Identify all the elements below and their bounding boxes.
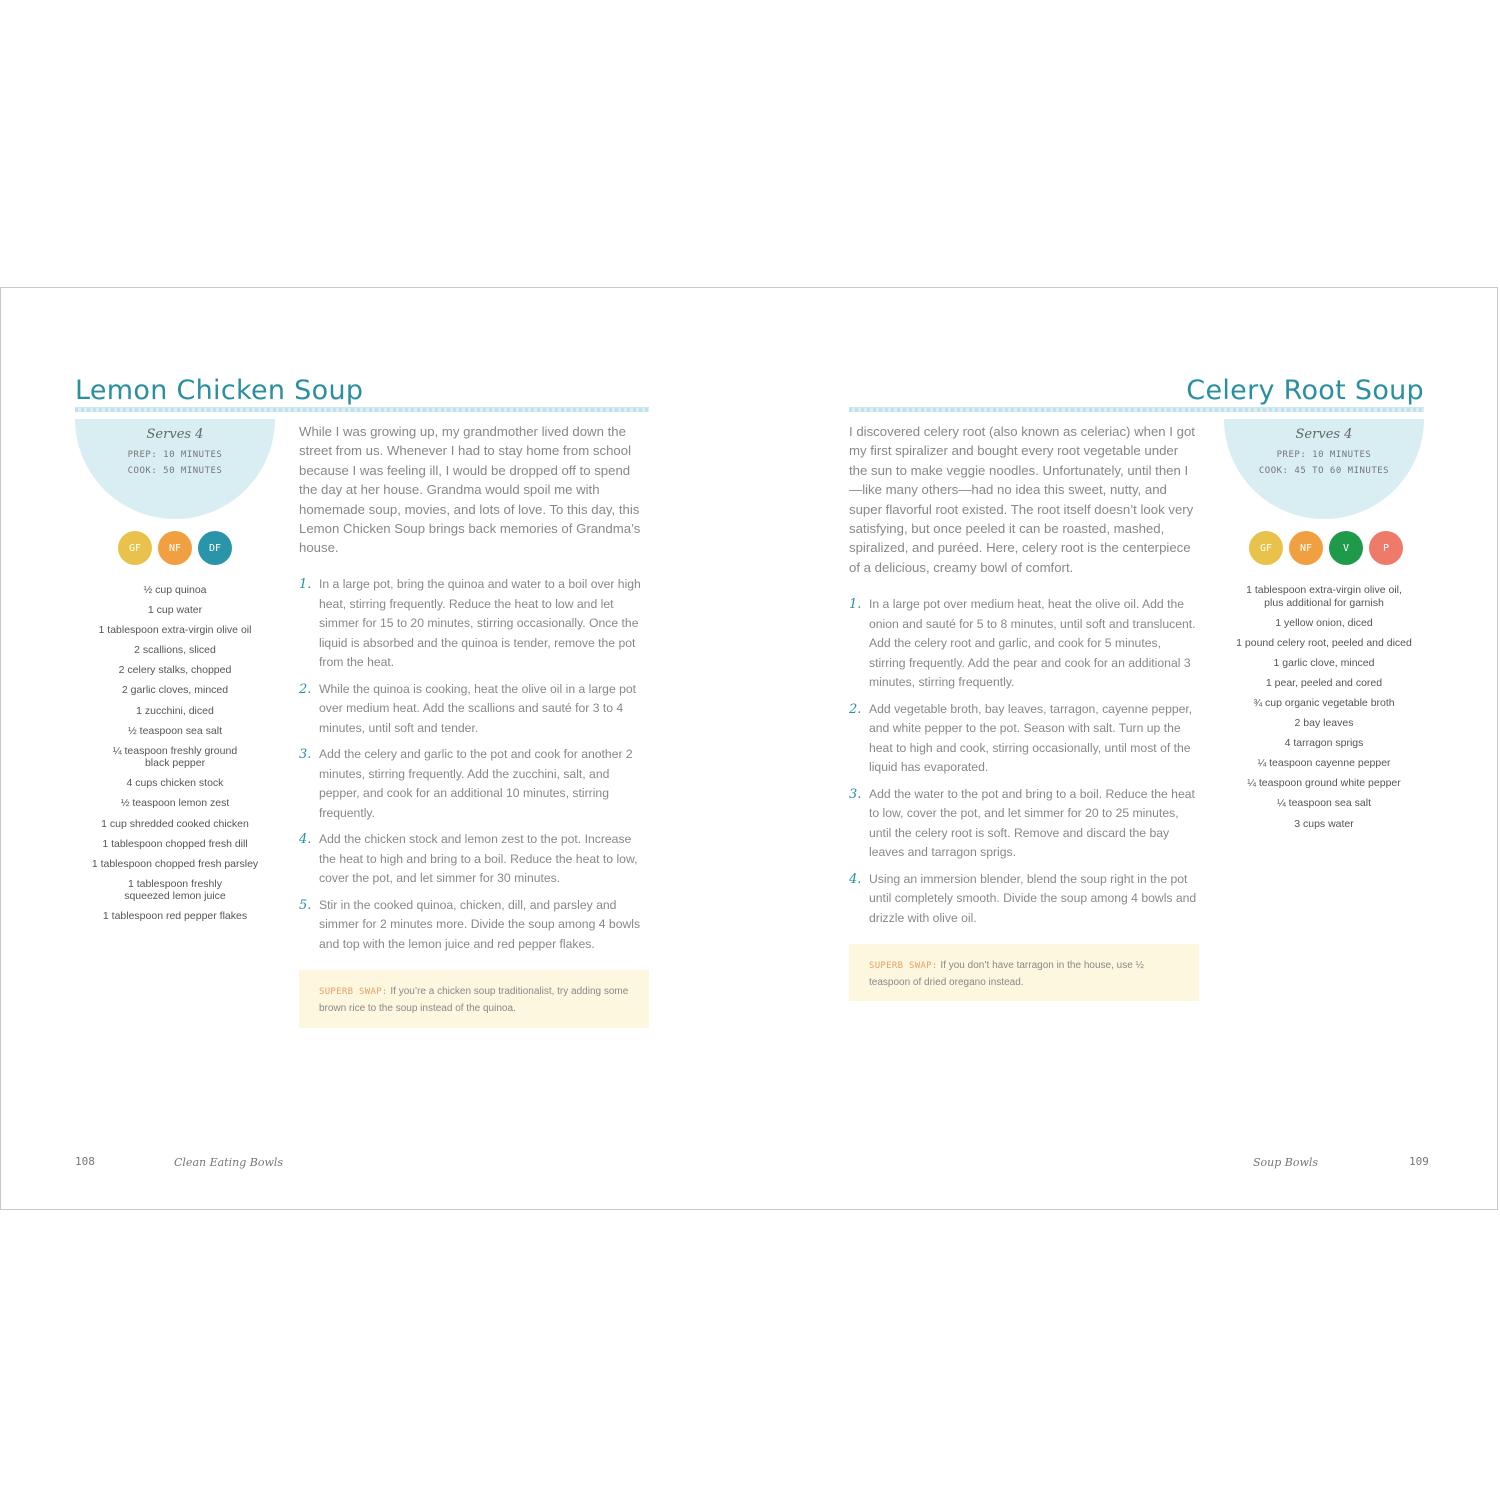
step-number: 3. (299, 747, 312, 762)
title-rule (849, 407, 1424, 412)
ingredient-item: 4 cups chicken stock (126, 777, 224, 790)
recipe-step (849, 870, 1199, 929)
ingredient-item: 1 tablespoon extra-virgin olive oil (98, 624, 252, 637)
step-number: 4. (299, 832, 312, 847)
ingredient-item: 2 celery stalks, chopped (118, 664, 232, 677)
diet-badges (1249, 531, 1403, 565)
ingredient-item: 1 tablespoon chopped fresh dill (102, 837, 248, 850)
diet-badge: GF (118, 531, 152, 565)
page-number: 108 (75, 1155, 95, 1168)
running-head: Soup Bowls (1253, 1156, 1319, 1169)
diet-badges (118, 531, 232, 565)
recipe-step (849, 595, 1199, 693)
cook-time: COOK: 45 TO 60 MINUTES (1258, 466, 1390, 476)
step-number: 4. (849, 871, 862, 887)
diet-badge: NF (158, 531, 192, 565)
recipe-steps (849, 595, 1199, 935)
diet-badge: V (1329, 531, 1363, 565)
ingredient-item: ¼ teaspoon ground white pepper (1247, 777, 1401, 790)
ingredient-item: 2 scallions, sliced (134, 644, 216, 657)
superb-swap-box (849, 944, 1199, 1001)
step-text: Add vegetable broth, bay leaves, tarragon, cayenne pepper, and white pepper to the pot. Season with salt. Turn up the heat to high and cook, stirring occasionally, until most of the liquid has evaporated. (869, 701, 1193, 774)
step-text: Add the chicken stock and lemon zest to the pot. Increase the heat to high and bring to a boil. Reduce the heat to low, cover the pot, and let simmer for 30 minutes. (319, 832, 638, 885)
recipe-intro: I discovered celery root (also known as celeriac) when I got my first spiralizer and bought every root vegetable under the sun to make veggie noodles. Unfortunately, until then I—like many others—had no idea this sweet, nutty, and super flavorful root existed. The root itself doesn’t look very satisfying, but once peeled it can be roasted, mashed, spiralized, and puréed. Here, celery root is the centerpiece of a delicious, creamy bowl of comfort. (849, 424, 1195, 575)
running-head: Clean Eating Bowls (174, 1156, 284, 1169)
step-text: Stir in the cooked quinoa, chicken, dill, and parsley and simmer for 2 minutes more. Divide the soup among 4 bowls and top with the lemon juice and red pepper flakes. (319, 897, 641, 951)
diet-badge: GF (1249, 531, 1283, 565)
step-number: 1. (849, 597, 862, 612)
ingredient-item: 1 tablespoon chopped fresh parsley (91, 857, 259, 870)
swap-label: SUPERB SWAP: (319, 987, 388, 997)
ingredient-item: ¾ cup organic vegetable broth (1253, 696, 1395, 709)
ingredient-item: 1 zucchini, diced (136, 704, 214, 717)
swap-text: If you’re a chicken soup traditionalist, try adding some brown rice to the soup instead of the quinoa. (319, 986, 629, 1014)
serves-label: Serves 4 (146, 427, 204, 442)
ingredient-item: 2 bay leaves (1294, 717, 1354, 730)
ingredient-item: ½ teaspoon lemon zest (120, 797, 230, 810)
recipe-step (299, 745, 651, 823)
prep-time: PREP: 10 MINUTES (1276, 450, 1372, 460)
step-number: 1. (299, 577, 312, 592)
recipe-step (849, 785, 1199, 863)
step-text: Add the celery and garlic to the pot and cook for another 2 minutes, stirring frequently. Add the zucchini, salt, and pepper, and cook for an additional 10 minutes, stirring frequently. (319, 747, 633, 820)
ingredient-item: 1 pound celery root, peeled and diced (1236, 636, 1412, 649)
ingredient-item: ¼ teaspoon sea salt (1277, 797, 1371, 810)
ingredient-item: 4 tarragon sprigs (1284, 737, 1364, 750)
prep-time: PREP: 10 MINUTES (127, 450, 223, 460)
ingredient-item: 1 pear, peeled and cored (1265, 676, 1383, 689)
ingredient-item: 1 cup water (147, 604, 203, 617)
ingredient-item: ¼ teaspoon freshly ground black pepper (112, 744, 238, 770)
ingredient-item: 1 tablespoon extra-virgin olive oil, plus additional for garnish (1246, 584, 1402, 609)
ingredient-item: 3 cups water (1294, 817, 1354, 830)
step-number: 2. (299, 681, 312, 697)
swap-text: If you don’t have tarragon in the house, use ½ teaspoon of dried oregano instead. (869, 960, 1144, 988)
ingredient-item: ¼ teaspoon cayenne pepper (1257, 757, 1391, 770)
recipe-title: Celery Root Soup (1186, 375, 1424, 406)
step-text: In a large pot over medium heat, heat the olive oil. Add the onion and sauté for 5 to 8 minutes, until soft and translucent. Add the celery root and garlic, and cook for 5 minutes, stirring frequently. Add the pear and cook for an additional 3 minutes, stirring frequently. (869, 597, 1196, 689)
recipe-step (849, 700, 1199, 778)
swap-label: SUPERB SWAP: (869, 961, 938, 971)
ingredient-list (75, 584, 275, 931)
ingredient-item: 1 tablespoon freshly squeezed lemon juice (124, 877, 226, 903)
step-number: 2. (849, 701, 862, 717)
cook-time: COOK: 50 MINUTES (127, 466, 223, 476)
step-number: 3. (849, 786, 862, 802)
step-text: In a large pot, bring the quinoa and water to a boil over high heat, stirring frequently. Reduce the heat to low and let simmer for 15 to 20 minutes, stirring occasionally. Once the liquid is absorbed and the quinoa is tender, remove the pot from the heat. (319, 577, 641, 669)
recipe-step (299, 575, 651, 673)
ingredient-item: 1 cup shredded cooked chicken (101, 817, 249, 830)
ingredient-item: 1 garlic clove, minced (1273, 656, 1375, 669)
step-text: Using an immersion blender, blend the soup right in the pot until completely smooth. Divide the soup among 4 bowls and drizzle with olive oil. (869, 871, 1197, 925)
superb-swap-box (299, 970, 649, 1028)
recipe-step (299, 896, 651, 955)
ingredient-list (1224, 584, 1424, 838)
recipe-step (299, 830, 651, 889)
recipe-steps (299, 575, 651, 961)
title-rule (75, 407, 649, 412)
diet-badge: DF (198, 531, 232, 565)
recipe-step (299, 680, 651, 739)
ingredient-item: 1 yellow onion, diced (1275, 616, 1373, 629)
step-text: Add the water to the pot and bring to a boil. Reduce the heat to low, cover the pot, and let simmer for 20 to 25 minutes, until the celery root is soft. Remove and discard the bay leaves and tarragon sprigs. (869, 786, 1195, 859)
serves-label: Serves 4 (1295, 427, 1353, 442)
step-number: 5. (299, 897, 312, 913)
ingredient-item: 1 tablespoon red pepper flakes (102, 910, 248, 923)
ingredient-item: ½ teaspoon sea salt (128, 724, 222, 737)
diet-badge: P (1369, 531, 1403, 565)
recipe-intro: While I was growing up, my grandmother lived down the street from us. Whenever I had to stay home from school because I was feeling ill, I would be dropped off to spend the day at her house. Grandma would spoil me with homemade soup, movies, and lots of love. To this day, this Lemon Chicken Soup brings back memories of Grandma’s house. (299, 424, 641, 556)
page-number: 109 (1409, 1155, 1429, 1168)
ingredient-item: ½ cup quinoa (143, 584, 207, 596)
ingredient-item: 2 garlic cloves, minced (121, 684, 229, 697)
step-text: While the quinoa is cooking, heat the olive oil in a large pot over medium heat. Add the scallions and sauté for 3 to 4 minutes, until soft and tender. (319, 681, 637, 735)
recipe-title: Lemon Chicken Soup (75, 375, 364, 406)
diet-badge: NF (1289, 531, 1323, 565)
